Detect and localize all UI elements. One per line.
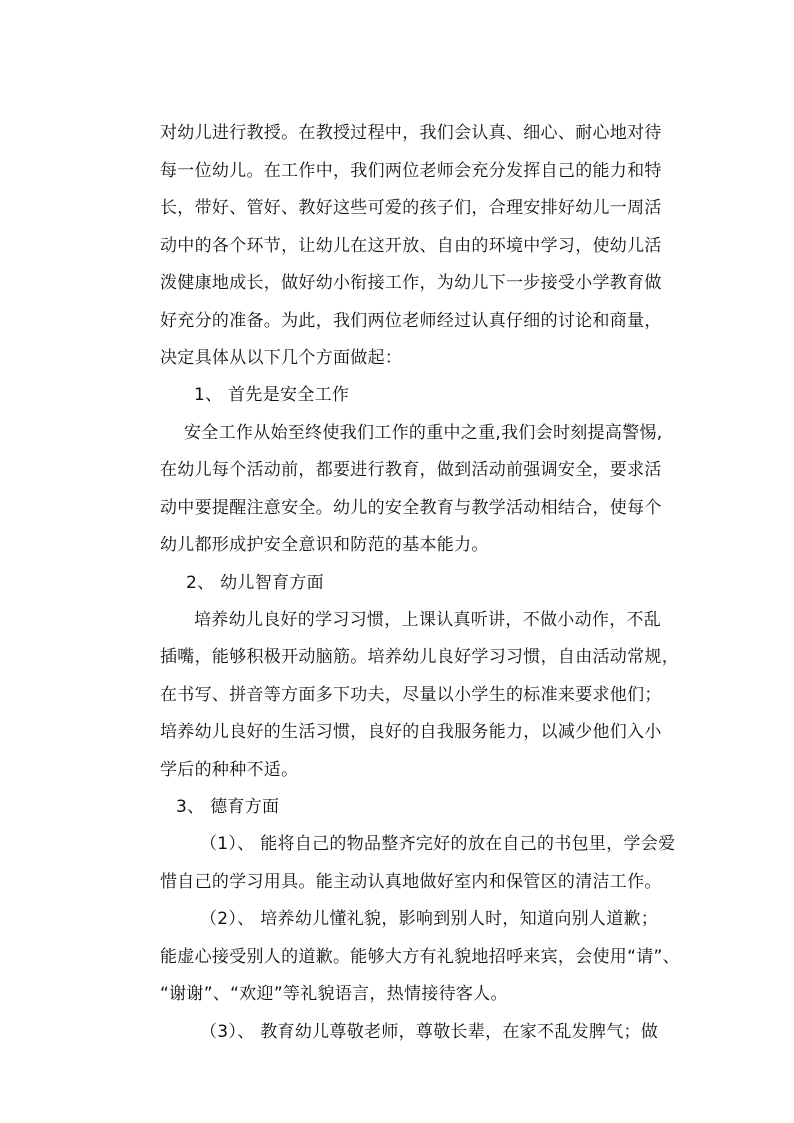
paragraph-line: 动中的各个环节，让幼儿在这开放、自由的环境中学习，使幼儿活 xyxy=(160,236,662,256)
paragraph-line: 安全工作从始至终使我们工作的重中之重,我们会时刻提高警惕, xyxy=(184,423,663,443)
paragraph-line: 培养幼儿良好的学习习惯，上课认真听讲，不做小动作，不乱 xyxy=(194,610,662,630)
paragraph-line: 动中要提醒注意安全。幼儿的安全教育与教学活动相结合，使每个 xyxy=(160,498,662,518)
list-item-line: （2）、 培养幼儿懂礼貌，影响到别人时，知道向别人道歉； xyxy=(200,909,659,929)
paragraph-line: 每一位幼儿。在工作中，我们两位老师会充分发挥自己的能力和特 xyxy=(160,161,662,181)
paragraph-line: 好充分的准备。为此，我们两位老师经过认真仔细的讨论和商量， xyxy=(160,311,662,331)
section-heading-intellect: 2、 幼儿智育方面 xyxy=(186,573,324,593)
paragraph-line: 长，带好、管好、教好这些可爱的孩子们，合理安排好幼儿一周活 xyxy=(160,198,662,218)
paragraph-line: “谢谢”、“欢迎”等礼貌语言，热情接待客人。 xyxy=(160,984,508,1004)
paragraph-line: 在书写、拼音等方面多下功夫，尽量以小学生的标准来要求他们； xyxy=(160,685,662,705)
paragraph-line: 泼健康地成长，做好幼小衔接工作，为幼儿下一步接受小学教育做 xyxy=(160,273,662,293)
section-heading-morality: 3、 德育方面 xyxy=(176,797,280,817)
paragraph-line: 幼儿都形成护安全意识和防范的基本能力。 xyxy=(160,535,489,555)
list-item-line: （3）、 教育幼儿尊敬老师，尊敬长辈，在家不乱发脾气；做 xyxy=(200,1022,659,1042)
paragraph-line: 决定具体从以下几个方面做起： xyxy=(160,348,403,368)
paragraph-line: 培养幼儿良好的生活习惯，良好的自我服务能力，以减少他们入小 xyxy=(160,722,662,742)
paragraph-line: 学后的种种不适。 xyxy=(160,760,299,780)
paragraph-line: 插嘴，能够积极开动脑筋。培养幼儿良好学习习惯，自由活动常规， xyxy=(160,647,679,667)
paragraph-line: 对幼儿进行教授。在教授过程中，我们会认真、细心、耐心地对待 xyxy=(160,123,662,143)
paragraph-line: 能虚心接受别人的道歉。能够大方有礼貌地招呼来宾，会使用“请”、 xyxy=(160,947,680,967)
list-item-line: （1）、 能将自己的物品整齐完好的放在自己的书包里，学会爱 xyxy=(200,834,676,854)
paragraph-line: 惜自己的学习用具。能主动认真地做好室内和保管区的清洁工作。 xyxy=(160,872,662,892)
paragraph-line: 在幼儿每个活动前，都要进行教育，做到活动前强调安全，要求活 xyxy=(160,460,662,480)
section-heading-safety: 1、 首先是安全工作 xyxy=(194,385,350,405)
